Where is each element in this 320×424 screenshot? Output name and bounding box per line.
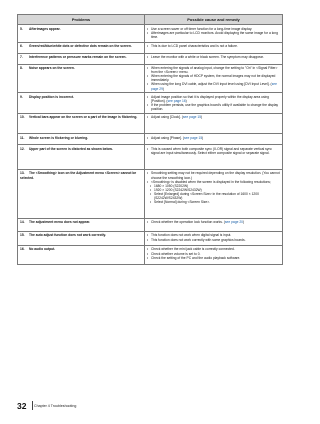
cause-item: • Adjust image position so that it is displayed properly within the display area using [Position]. (see page 16): [147, 95, 280, 103]
cause-cell: [145, 42, 283, 53]
cause-list: [147, 171, 280, 204]
table-row: [18, 245, 283, 264]
cause-cell: [145, 93, 283, 114]
problem-cell: [18, 93, 145, 114]
chapter-label: Chapter 4 Troubleshooting: [34, 403, 77, 408]
problem-number: 12.: [20, 146, 25, 151]
cause-list: [147, 147, 280, 155]
cause-cell: [145, 134, 283, 145]
cause-cell: [145, 53, 283, 64]
cause-item: • This function does not work when digital signal is input.: [147, 233, 280, 237]
cause-list: [147, 233, 280, 241]
cause-cell: [145, 169, 283, 218]
cause-cell: [145, 231, 283, 245]
table-row: [18, 113, 283, 134]
page-number: 32: [17, 401, 27, 411]
cause-item: • Smoothing setting may not be required depending on the display resolution. (You cannot choose the smoothing icon.): [147, 171, 280, 179]
problem-text: No audio output.: [29, 247, 56, 252]
table-row: [18, 53, 283, 64]
cause-item: • This function does not work correctly with some graphics boards.: [147, 238, 280, 242]
problem-text: Green/red/blue/white dots or defective dots remain on the screen.: [29, 44, 132, 49]
cause-item: • Leave the monitor with a white or black screen. The symptom may disappear.: [147, 55, 280, 59]
cause-cell: [145, 113, 283, 134]
page-reference-link[interactable]: see page 20: [224, 220, 244, 225]
problem-number: 5.: [20, 26, 23, 31]
page-footer: [17, 401, 283, 411]
page-reference-link[interactable]: see page 29: [151, 82, 277, 91]
table-header-row: [18, 15, 283, 25]
problem-cell: [18, 218, 145, 231]
problem-number: 10.: [20, 115, 25, 120]
table-row: [18, 218, 283, 231]
problem-text: Afterimages appear.: [29, 26, 61, 31]
problem-cell: [18, 64, 145, 93]
problem-number: 14.: [20, 220, 25, 225]
cause-item: • When entering the signals of HDCP system, the normal images may not be displayed immediately.: [147, 74, 280, 82]
problem-cell: [18, 169, 145, 218]
cause-list: [147, 66, 280, 91]
cause-item: • Select [Normal] during <Screen Size>.: [147, 200, 280, 204]
problem-number: 7.: [20, 55, 23, 60]
cause-item: • 1920 × 1200 (S2242W/S2432W): [147, 188, 280, 192]
table-row: [18, 145, 283, 170]
cause-cell: [145, 64, 283, 93]
cause-list: [147, 136, 280, 140]
problem-cell: [18, 145, 145, 170]
header-problems: Problems: [18, 15, 145, 25]
footer-divider: [32, 401, 33, 410]
problem-text: Noise appears on the screen.: [29, 66, 75, 71]
problem-number: 16.: [20, 247, 25, 252]
table-row: [18, 134, 283, 145]
problem-text: Display position is incorrect.: [29, 94, 75, 99]
problem-cell: [18, 113, 145, 134]
problem-cell: [18, 134, 145, 145]
cause-cell: [145, 245, 283, 264]
problem-text: Whole screen is flickering or blurring.: [29, 135, 89, 140]
problem-number: 6.: [20, 44, 23, 49]
table-row: [18, 169, 283, 218]
cause-item: • Select [Enlarged] during <Screen Size> in the resolution of 1600 × 1200 (S2242W/S2432W): [147, 192, 280, 200]
problem-number: 8.: [20, 66, 23, 71]
cause-item: • Adjust using [Clock]. (see page 15): [147, 115, 280, 119]
table-row: [18, 64, 283, 93]
table-row: [18, 231, 283, 245]
problem-cell: [18, 42, 145, 53]
header-causes: Possible cause and remedy: [145, 15, 283, 25]
cause-list: [147, 55, 280, 59]
cause-item: • Check whether the operation lock function works. (see page 20): [147, 220, 280, 224]
table-row: [18, 42, 283, 53]
cause-list: [147, 95, 280, 111]
problem-cell: [18, 53, 145, 64]
problem-cell: [18, 245, 145, 264]
cause-list: [147, 220, 280, 224]
cause-item: • If the problem persists, use the graphics board's utility if available to change the display position.: [147, 103, 280, 111]
problem-text: The adjustment menu does not appear.: [29, 220, 91, 225]
page-reference-link[interactable]: see page 16: [167, 98, 186, 103]
cause-item: • When using the long DVI cable, adjust the DVI input level using [DVI Input Level]. (see page 29): [147, 82, 280, 90]
cause-item: • Use a screen saver or off timer function for a long-time image display.: [147, 27, 280, 31]
cause-item: • Adjust using [Phase]. (see page 15): [147, 136, 280, 140]
problem-text: Upper part of the screen is distorted as shown below.: [29, 146, 113, 151]
page-reference-link[interactable]: see page 15: [182, 115, 202, 120]
table-row: [18, 25, 283, 43]
problem-number: 13.: [20, 171, 25, 176]
problem-text: The auto adjust function does not work correctly.: [29, 233, 107, 238]
cause-item: • This is caused when both composite sync (X-OR) signal and separate vertical sync signal are input simultaneously. Select either composite signal or separate signal.: [147, 147, 280, 155]
cause-list: [147, 247, 280, 259]
cause-cell: [145, 25, 283, 43]
problem-text: The <Smoothing> icon on the Adjustment menu <Screen> cannot be selected.: [20, 171, 137, 180]
problem-number: 9.: [20, 94, 23, 99]
table-row: [18, 93, 283, 114]
problem-text: Interference patterns or pressure marks remain on the screen.: [29, 55, 127, 60]
cause-cell: [145, 145, 283, 170]
problem-cell: [18, 231, 145, 245]
problem-cell: [18, 25, 145, 43]
cause-item: • Check the setting of the PC and the audio playback software.: [147, 256, 280, 260]
cause-cell: [145, 218, 283, 231]
problem-number: 15.: [20, 233, 25, 238]
cause-item: • Check whether volume is set to 0.: [147, 252, 280, 256]
page-reference-link[interactable]: see page 15: [184, 135, 203, 140]
cause-item: • <Smoothing> is disabled when the screen is displayed in the following resolutions;: [147, 180, 280, 184]
cause-item: • When entering the signals of analog input, change the setting to "On" in <Signal Filter> from the <Screen> menu.: [147, 66, 280, 74]
troubleshooting-table: [17, 14, 283, 265]
cause-list: [147, 115, 280, 119]
cause-item: • Check whether the mini jack cable is correctly connected.: [147, 247, 280, 251]
cause-list: [147, 44, 280, 48]
cause-item: • This is due to LCD panel characteristics and is not a failure.: [147, 44, 280, 48]
cause-list: [147, 27, 280, 39]
problem-text: Vertical bars appear on the screen or a part of the image is flickering.: [29, 115, 138, 120]
cause-item: • Afterimages are particular to LCD monitors. Avoid displaying the same image for a long time.: [147, 31, 280, 39]
problem-number: 11.: [20, 135, 25, 140]
cause-item: • 1680 × 1050 (S2202W): [147, 184, 280, 188]
